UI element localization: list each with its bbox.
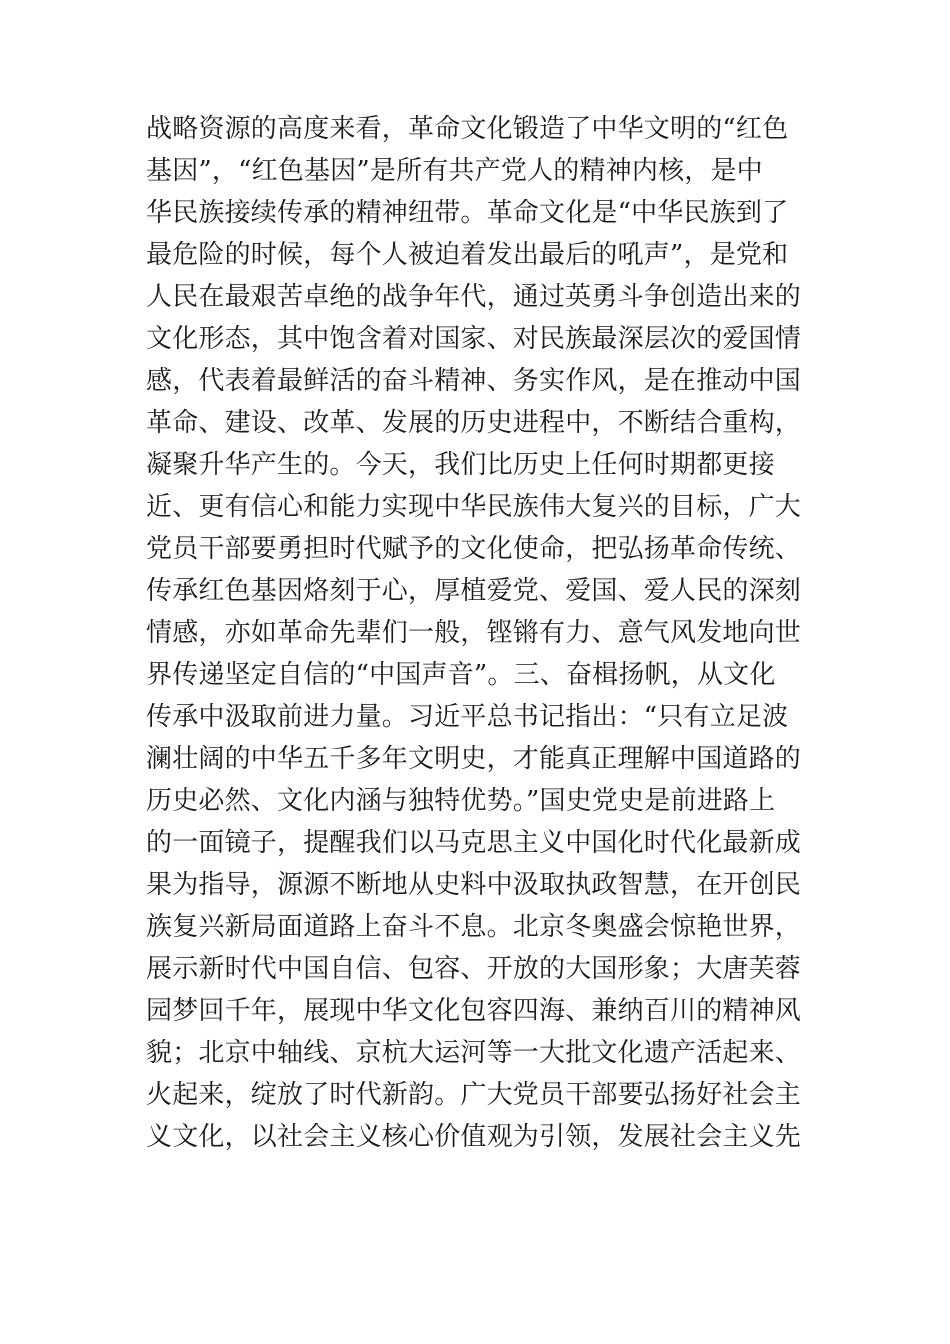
text-line: 华民族接续传承的精神纽带。革命文化是“中华民族到了 [146, 198, 789, 228]
text-line: 界传递坚定自信的“中国声音”。三、奋楫扬帆，从文化 [146, 660, 776, 690]
text-line: 的一面镜子，提醒我们以马克思主义中国化时代化最新成 [146, 828, 802, 858]
text-line: 义文化，以社会主义核心价值观为引领，发展社会主义先 [146, 1122, 802, 1152]
text-line: 情感，亦如革命先辈们一般，铿锵有力、意气风发地向世 [146, 618, 802, 648]
text-line: 传承中汲取前进力量。习近平总书记指出：“只有立足波 [146, 702, 789, 732]
text-line: 感，代表着最鲜活的奋斗精神、务实作风，是在推动中国 [146, 366, 802, 396]
text-line: 最危险的时候，每个人被迫着发出最后的吼声”，是党和 [146, 240, 789, 270]
text-line: 凝聚升华产生的。今天，我们比历史上任何时期都更接 [146, 450, 775, 480]
text-line: 战略资源的高度来看，革命文化锻造了中华文明的“红色 [146, 114, 789, 144]
text-line: 基因”，“红色基因”是所有共产党人的精神内核，是中 [146, 156, 763, 186]
text-line: 党员干部要勇担时代赋予的文化使命，把弘扬革命传统、 [146, 534, 802, 564]
text-line: 貌；北京中轴线、京杭大运河等一大批文化遗产活起来、 [146, 1038, 802, 1068]
body-text [146, 108, 806, 1158]
text-line: 族复兴新局面道路上奋斗不息。北京冬奥盛会惊艳世界， [146, 912, 802, 942]
text-line: 火起来，绽放了时代新韵。广大党员干部要弘扬好社会主 [146, 1080, 802, 1110]
text-line: 近、更有信心和能力实现中华民族伟大复兴的目标，广大 [146, 492, 802, 522]
text-line: 展示新时代中国自信、包容、开放的大国形象；大唐芙蓉 [146, 954, 802, 984]
text-line: 传承红色基因烙刻于心，厚植爱党、爱国、爱人民的深刻 [146, 576, 802, 606]
text-line: 园梦回千年，展现中华文化包容四海、兼纳百川的精神风 [146, 996, 802, 1026]
text-line: 人民在最艰苦卓绝的战争年代，通过英勇斗争创造出来的 [146, 282, 802, 312]
text-line: 果为指导，源源不断地从史料中汲取执政智慧，在开创民 [146, 870, 802, 900]
text-line: 文化形态，其中饱含着对国家、对民族最深层次的爱国情 [146, 324, 802, 354]
text-line: 历史必然、文化内涵与独特优势。”国史党史是前进路上 [146, 786, 776, 816]
text-line: 澜壮阔的中华五千多年文明史，才能真正理解中国道路的 [146, 744, 802, 774]
text-line: 革命、建设、改革、发展的历史进程中，不断结合重构， [146, 408, 802, 438]
